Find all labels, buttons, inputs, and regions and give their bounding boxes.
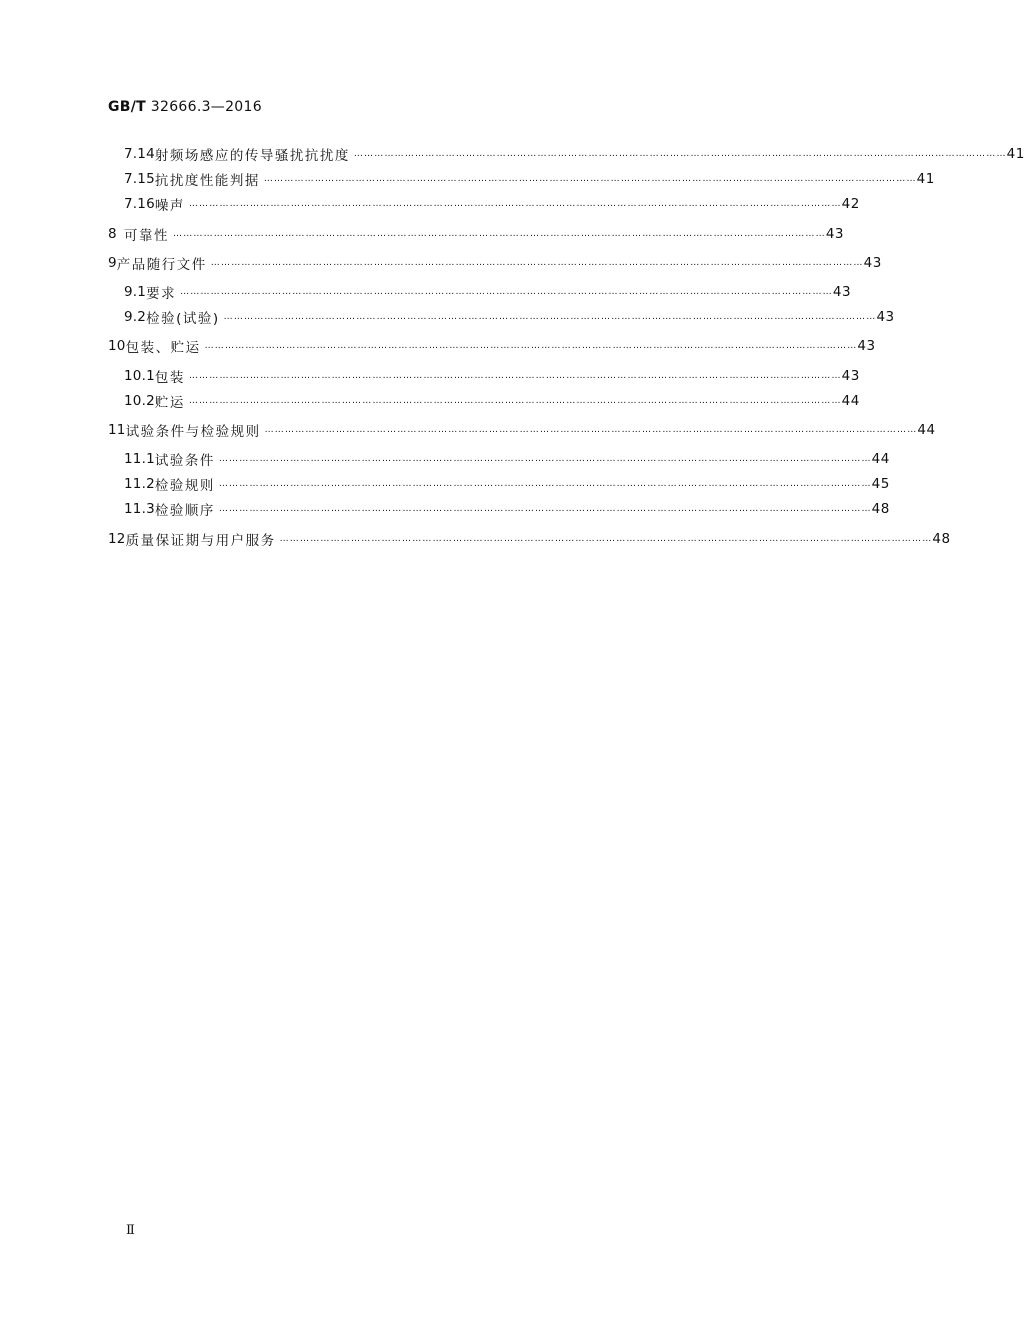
- toc-entry-number: 9.1: [124, 284, 147, 300]
- toc-entry-page: 44: [841, 393, 860, 409]
- toc-entry[interactable]: [124, 366, 860, 386]
- toc-entry[interactable]: [124, 144, 1025, 164]
- toc-entry-title: 质量保证期与用户服务: [125, 533, 276, 549]
- toc-entry[interactable]: [108, 529, 951, 549]
- toc-entry[interactable]: [124, 307, 895, 327]
- toc-entry-number: 10: [108, 338, 126, 354]
- toc-entry-title: 检验规则: [154, 478, 215, 494]
- toc-leader-dots: …………………………………………………………………………………………………………………………………………………………………………: [180, 287, 833, 297]
- toc-entry[interactable]: [124, 499, 890, 519]
- toc-entry-number: 12: [108, 531, 126, 547]
- toc-leader-dots: …………………………………………………………………………………………………………………………………………………………………………: [353, 149, 1007, 159]
- toc-entry-number: 7.14: [124, 146, 155, 162]
- toc-entry-number: 11.2: [124, 476, 155, 492]
- toc-leader-dots: …………………………………………………………………………………………………………………………………………………………………………: [188, 199, 842, 209]
- toc-leader-dots: …………………………………………………………………………………………………………………………………………………………………………: [204, 341, 858, 351]
- toc-entry-title: 试验条件与检验规则: [125, 424, 261, 440]
- toc-entry-title: 检验(试验): [146, 311, 220, 327]
- toc-entry-page: 45: [871, 476, 890, 492]
- toc-entry[interactable]: [124, 194, 860, 214]
- toc-entry-number: 10.1: [124, 368, 155, 384]
- toc-entry-number: 7.15: [124, 171, 155, 187]
- toc-leader-dots: …………………………………………………………………………………………………………………………………………………………………………: [218, 504, 872, 514]
- toc-entry[interactable]: [124, 282, 852, 302]
- toc-entry-number: 9: [108, 255, 117, 271]
- toc-entry-number: 10.2: [124, 393, 155, 409]
- toc-leader-dots: …………………………………………………………………………………………………………………………………………………………………………: [279, 534, 933, 544]
- toc-entry-title: 要求: [146, 286, 177, 302]
- toc-entry-title: 抗扰度性能判据: [154, 173, 260, 189]
- toc-entry[interactable]: [108, 253, 882, 273]
- toc-entry-page: 41: [916, 171, 935, 187]
- toc-entry-page: 43: [825, 226, 844, 242]
- toc-entry[interactable]: [124, 391, 860, 411]
- toc-entry[interactable]: [108, 336, 876, 356]
- toc-entry-page: 42: [841, 196, 860, 212]
- toc-entry[interactable]: [124, 169, 935, 189]
- toc-leader-dots: …………………………………………………………………………………………………………………………………………………………………………: [218, 454, 872, 464]
- toc-entry-title: 试验条件: [154, 453, 215, 469]
- toc-entry-title: 包装: [154, 370, 185, 386]
- toc-entry-title: 射频场感应的传导骚扰抗扰度: [154, 148, 350, 164]
- toc-entry-page: 44: [917, 422, 936, 438]
- toc-entry-page: 43: [841, 368, 860, 384]
- toc-entry[interactable]: [124, 449, 890, 469]
- toc-entry-page: 44: [871, 451, 890, 467]
- toc-entry-page: 48: [871, 501, 890, 517]
- toc-leader-dots: …………………………………………………………………………………………………………………………………………………………………………: [173, 229, 826, 239]
- toc-entry-page: 48: [932, 531, 951, 547]
- toc-entry-number: 8: [108, 226, 117, 242]
- toc-entry-number: 9.2: [124, 309, 147, 325]
- toc-entry-number: 11.3: [124, 501, 155, 517]
- toc-entry[interactable]: [108, 420, 936, 440]
- page-number: Ⅱ: [126, 1223, 135, 1238]
- toc-entry-number: 11: [108, 422, 126, 438]
- toc-entry-title: 产品随行文件: [116, 257, 207, 273]
- toc-leader-dots: …………………………………………………………………………………………………………………………………………………………………………: [218, 479, 872, 489]
- toc-entry-title: 噪声: [154, 198, 185, 214]
- toc-entry-page: 43: [832, 284, 852, 300]
- toc-leader-dots: …………………………………………………………………………………………………………………………………………………………………………: [264, 425, 918, 435]
- toc-entry-page: 43: [876, 309, 895, 325]
- toc-leader-dots: …………………………………………………………………………………………………………………………………………………………………………: [188, 396, 842, 406]
- table-of-contents: [0, 0, 1025, 600]
- toc-entry-title: 可靠性: [124, 228, 169, 244]
- toc-entry-number: 7.16: [124, 196, 155, 212]
- toc-entry-title: 包装、贮运: [125, 340, 201, 356]
- standard-number: 32666.3—2016: [150, 99, 262, 115]
- toc-leader-dots: …………………………………………………………………………………………………………………………………………………………………………: [223, 312, 877, 322]
- toc-entry-number: 11.1: [124, 451, 155, 467]
- toc-entry[interactable]: [108, 224, 844, 244]
- toc-entry-title: 检验顺序: [154, 503, 215, 519]
- toc-entry[interactable]: [124, 474, 890, 494]
- toc-entry-page: 43: [863, 255, 882, 271]
- toc-leader-dots: …………………………………………………………………………………………………………………………………………………………………………: [210, 258, 864, 268]
- toc-leader-dots: …………………………………………………………………………………………………………………………………………………………………………: [263, 174, 917, 184]
- standard-code: GB/T: [108, 99, 147, 115]
- toc-entry-page: 43: [857, 338, 876, 354]
- toc-leader-dots: …………………………………………………………………………………………………………………………………………………………………………: [188, 371, 842, 381]
- toc-entry-page: 41: [1006, 146, 1025, 162]
- toc-entry-title: 贮运: [154, 395, 185, 411]
